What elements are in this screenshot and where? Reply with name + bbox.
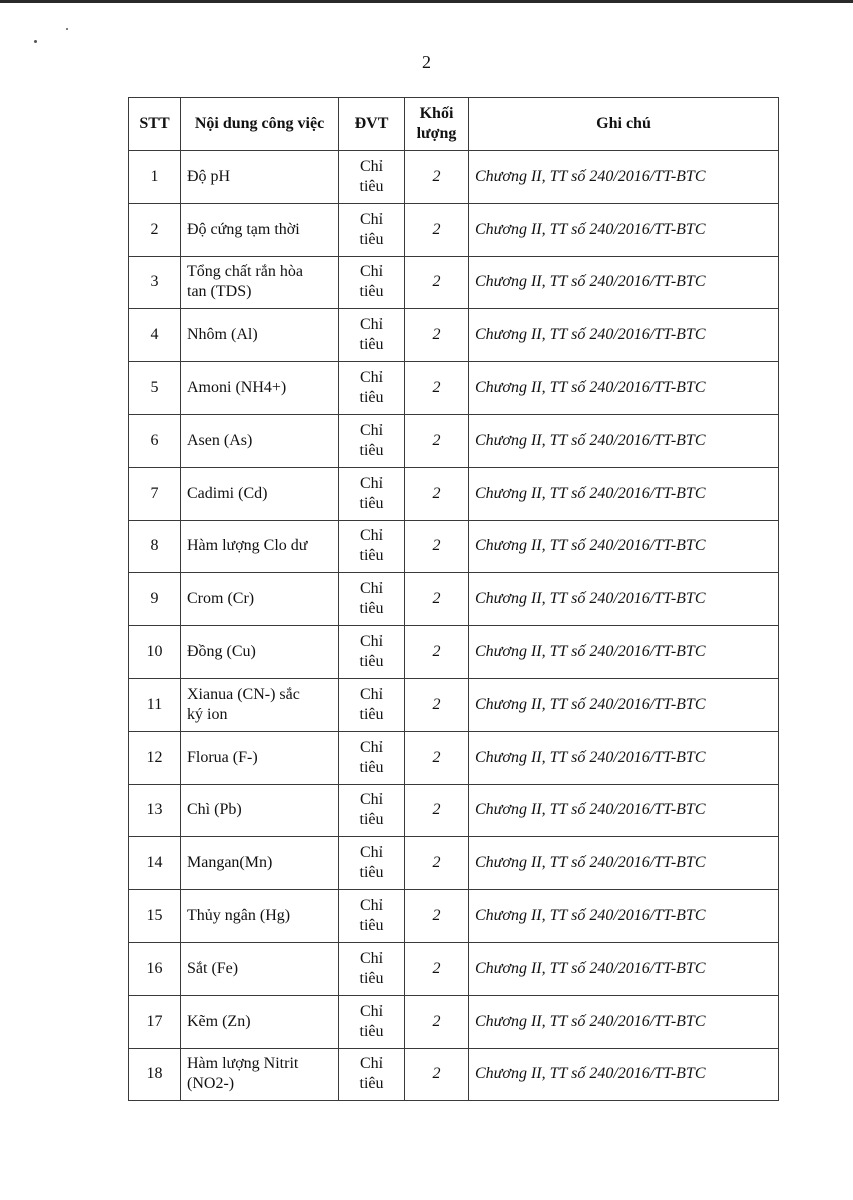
header-stt: STT bbox=[129, 98, 181, 151]
table-row bbox=[129, 626, 779, 679]
cell-content: Cadimi (Cd) bbox=[181, 467, 339, 520]
cell-stt: 1 bbox=[129, 151, 181, 204]
cell-quantity: 2 bbox=[405, 573, 469, 626]
cell-unit: Chỉ tiêu bbox=[339, 731, 405, 784]
cell-unit: Chỉ tiêu bbox=[339, 309, 405, 362]
cell-stt: 6 bbox=[129, 414, 181, 467]
cell-quantity: 2 bbox=[405, 203, 469, 256]
cell-quantity: 2 bbox=[405, 942, 469, 995]
cell-unit: Chỉ tiêu bbox=[339, 942, 405, 995]
cell-note: Chương II, TT số 240/2016/TT-BTC bbox=[469, 626, 779, 679]
cell-note: Chương II, TT số 240/2016/TT-BTC bbox=[469, 731, 779, 784]
scan-speck bbox=[66, 28, 68, 30]
cell-note: Chương II, TT số 240/2016/TT-BTC bbox=[469, 520, 779, 573]
cell-quantity: 2 bbox=[405, 467, 469, 520]
cell-unit: Chỉ tiêu bbox=[339, 837, 405, 890]
cell-unit: Chỉ tiêu bbox=[339, 362, 405, 415]
scan-speck bbox=[34, 40, 37, 43]
header-row bbox=[129, 98, 779, 151]
table-row bbox=[129, 890, 779, 943]
cell-quantity: 2 bbox=[405, 837, 469, 890]
cell-quantity: 2 bbox=[405, 256, 469, 309]
cell-stt: 18 bbox=[129, 1048, 181, 1101]
cell-unit: Chỉ tiêu bbox=[339, 414, 405, 467]
cell-stt: 4 bbox=[129, 309, 181, 362]
cell-stt: 10 bbox=[129, 626, 181, 679]
cell-note: Chương II, TT số 240/2016/TT-BTC bbox=[469, 362, 779, 415]
cell-unit: Chỉ tiêu bbox=[339, 890, 405, 943]
cell-content: Hàm lượng Clo dư bbox=[181, 520, 339, 573]
cell-content: Chì (Pb) bbox=[181, 784, 339, 837]
table-row bbox=[129, 837, 779, 890]
cell-note: Chương II, TT số 240/2016/TT-BTC bbox=[469, 467, 779, 520]
cell-content: Hàm lượng Nitrit (NO2-) bbox=[181, 1048, 339, 1101]
cell-stt: 2 bbox=[129, 203, 181, 256]
cell-content: Đồng (Cu) bbox=[181, 626, 339, 679]
cell-unit: Chỉ tiêu bbox=[339, 151, 405, 204]
cell-content: Amoni (NH4+) bbox=[181, 362, 339, 415]
cell-note: Chương II, TT số 240/2016/TT-BTC bbox=[469, 942, 779, 995]
cell-content: Asen (As) bbox=[181, 414, 339, 467]
cell-quantity: 2 bbox=[405, 626, 469, 679]
cell-stt: 13 bbox=[129, 784, 181, 837]
cell-stt: 15 bbox=[129, 890, 181, 943]
cell-note: Chương II, TT số 240/2016/TT-BTC bbox=[469, 573, 779, 626]
cell-note: Chương II, TT số 240/2016/TT-BTC bbox=[469, 678, 779, 731]
cell-note: Chương II, TT số 240/2016/TT-BTC bbox=[469, 203, 779, 256]
cell-quantity: 2 bbox=[405, 995, 469, 1048]
cell-content: Xianua (CN-) sắc ký ion bbox=[181, 678, 339, 731]
cell-note: Chương II, TT số 240/2016/TT-BTC bbox=[469, 1048, 779, 1101]
cell-content: Kẽm (Zn) bbox=[181, 995, 339, 1048]
cell-content: Florua (F-) bbox=[181, 731, 339, 784]
cell-unit: Chỉ tiêu bbox=[339, 203, 405, 256]
cell-note: Chương II, TT số 240/2016/TT-BTC bbox=[469, 995, 779, 1048]
cell-stt: 12 bbox=[129, 731, 181, 784]
cell-stt: 16 bbox=[129, 942, 181, 995]
cell-note: Chương II, TT số 240/2016/TT-BTC bbox=[469, 890, 779, 943]
cell-stt: 11 bbox=[129, 678, 181, 731]
cell-note: Chương II, TT số 240/2016/TT-BTC bbox=[469, 151, 779, 204]
cell-content: Mangan(Mn) bbox=[181, 837, 339, 890]
cell-unit: Chỉ tiêu bbox=[339, 995, 405, 1048]
table-row bbox=[129, 203, 779, 256]
cell-unit: Chỉ tiêu bbox=[339, 520, 405, 573]
table-row bbox=[129, 573, 779, 626]
table-header bbox=[129, 98, 779, 151]
header-unit: ĐVT bbox=[339, 98, 405, 151]
cell-quantity: 2 bbox=[405, 520, 469, 573]
page-number: 2 bbox=[422, 52, 431, 72]
table-row bbox=[129, 678, 779, 731]
table-row bbox=[129, 151, 779, 204]
cell-quantity: 2 bbox=[405, 731, 469, 784]
cell-unit: Chỉ tiêu bbox=[339, 678, 405, 731]
cell-content: Nhôm (Al) bbox=[181, 309, 339, 362]
table-row bbox=[129, 995, 779, 1048]
cell-note: Chương II, TT số 240/2016/TT-BTC bbox=[469, 414, 779, 467]
header-quantity: Khối lượng bbox=[405, 98, 469, 151]
cell-note: Chương II, TT số 240/2016/TT-BTC bbox=[469, 256, 779, 309]
cell-stt: 14 bbox=[129, 837, 181, 890]
cell-quantity: 2 bbox=[405, 890, 469, 943]
scan-top-border bbox=[0, 0, 853, 3]
cell-note: Chương II, TT số 240/2016/TT-BTC bbox=[469, 784, 779, 837]
header-content: Nội dung công việc bbox=[181, 98, 339, 151]
cell-stt: 7 bbox=[129, 467, 181, 520]
cell-unit: Chỉ tiêu bbox=[339, 573, 405, 626]
table-row bbox=[129, 467, 779, 520]
table-row bbox=[129, 256, 779, 309]
cell-note: Chương II, TT số 240/2016/TT-BTC bbox=[469, 309, 779, 362]
cell-stt: 5 bbox=[129, 362, 181, 415]
cell-quantity: 2 bbox=[405, 309, 469, 362]
table-row bbox=[129, 520, 779, 573]
table-row bbox=[129, 1048, 779, 1101]
table-row bbox=[129, 784, 779, 837]
table-row bbox=[129, 414, 779, 467]
cell-unit: Chỉ tiêu bbox=[339, 256, 405, 309]
cell-quantity: 2 bbox=[405, 362, 469, 415]
table-row bbox=[129, 942, 779, 995]
cell-unit: Chỉ tiêu bbox=[339, 1048, 405, 1101]
cell-quantity: 2 bbox=[405, 414, 469, 467]
cell-unit: Chỉ tiêu bbox=[339, 784, 405, 837]
cell-quantity: 2 bbox=[405, 784, 469, 837]
cell-stt: 8 bbox=[129, 520, 181, 573]
cell-content: Crom (Cr) bbox=[181, 573, 339, 626]
header-note: Ghi chú bbox=[469, 98, 779, 151]
cell-content: Độ pH bbox=[181, 151, 339, 204]
cell-unit: Chỉ tiêu bbox=[339, 467, 405, 520]
cell-content: Sắt (Fe) bbox=[181, 942, 339, 995]
cell-note: Chương II, TT số 240/2016/TT-BTC bbox=[469, 837, 779, 890]
cell-content: Thủy ngân (Hg) bbox=[181, 890, 339, 943]
cell-stt: 17 bbox=[129, 995, 181, 1048]
cell-stt: 3 bbox=[129, 256, 181, 309]
table-row bbox=[129, 309, 779, 362]
table-row bbox=[129, 362, 779, 415]
cell-content: Tổng chất rắn hòa tan (TDS) bbox=[181, 256, 339, 309]
cell-quantity: 2 bbox=[405, 678, 469, 731]
table-row bbox=[129, 731, 779, 784]
cell-quantity: 2 bbox=[405, 1048, 469, 1101]
cell-unit: Chỉ tiêu bbox=[339, 626, 405, 679]
work-items-table bbox=[128, 97, 779, 1101]
table-body bbox=[129, 151, 779, 1101]
cell-stt: 9 bbox=[129, 573, 181, 626]
cell-quantity: 2 bbox=[405, 151, 469, 204]
cell-content: Độ cứng tạm thời bbox=[181, 203, 339, 256]
